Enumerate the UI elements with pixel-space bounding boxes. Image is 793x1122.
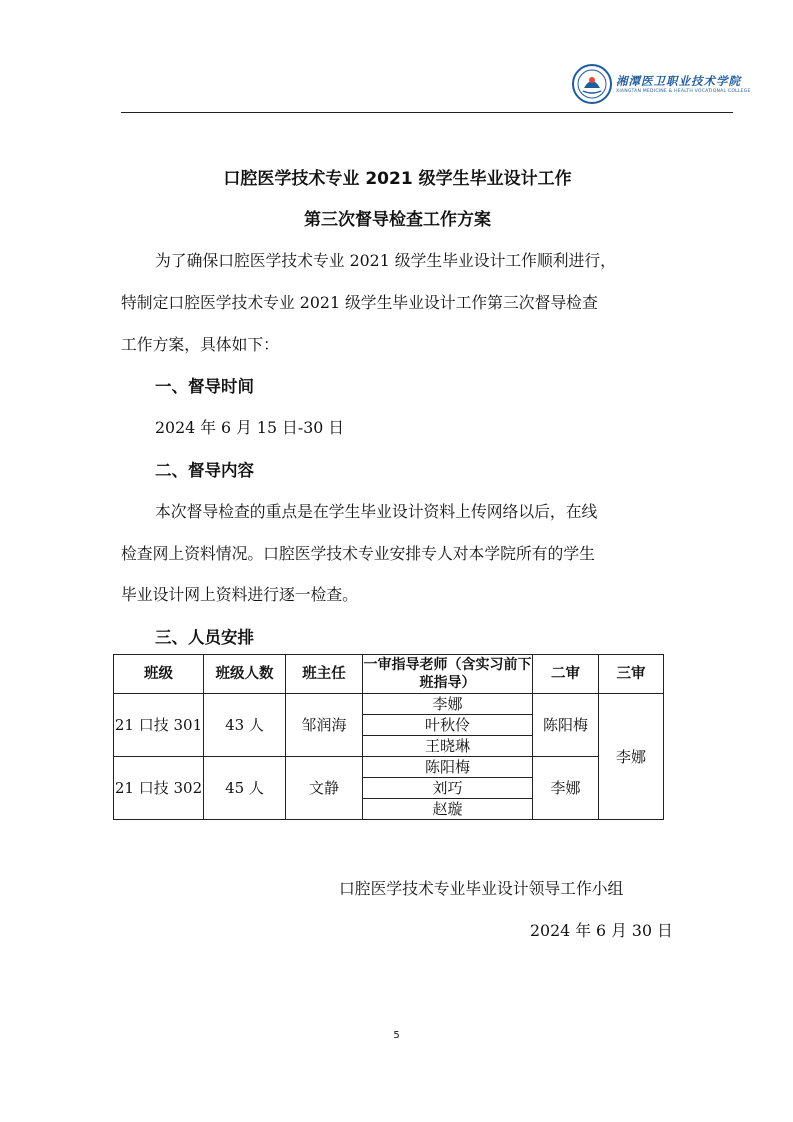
document-title-line2: 第三次督导检查工作方案	[304, 210, 491, 230]
first-reviewer: 赵璇	[363, 799, 533, 820]
school-name: 湘潭医卫职业技术学院	[616, 74, 741, 88]
class-count: 45 人	[204, 757, 286, 820]
signature-line: 口腔医学技术专业毕业设计领导工作小组	[339, 879, 624, 898]
first-reviewer: 叶秋伶	[363, 715, 533, 736]
section3-heading: 三、人员安排	[155, 628, 254, 647]
second-reviewer: 李娜	[533, 757, 599, 820]
class-count: 43 人	[204, 694, 286, 757]
header-teacher: 班主任	[286, 655, 363, 694]
section2-line1: 本次督导检查的重点是在学生毕业设计资料上传网络以后，在线	[155, 502, 598, 521]
intro-line1: 为了确保口腔医学技术专业 2021 级学生毕业设计工作顺利进行，	[155, 251, 616, 270]
class-name: 21 口技 301	[114, 694, 204, 757]
section1-heading: 一、督导时间	[155, 377, 254, 396]
first-reviewer: 刘巧	[363, 778, 533, 799]
second-reviewer: 陈阳梅	[533, 694, 599, 757]
section2-line2: 检查网上资料情况。口腔医学技术专业安排专人对本学院所有的学生	[121, 544, 595, 563]
first-reviewer: 王晓琳	[363, 736, 533, 757]
section1-text: 2024 年 6 月 15 日-30 日	[155, 418, 345, 437]
document-title-line1: 口腔医学技术专业 2021 级学生毕业设计工作	[223, 169, 572, 189]
header-class: 班级	[114, 655, 204, 694]
intro-line3: 工作方案，具体如下：	[121, 335, 279, 354]
table-header-row	[114, 655, 664, 694]
section2-line3: 毕业设计网上资料进行逐一检查。	[121, 585, 358, 604]
signature-date: 2024 年 6 月 30 日	[530, 921, 673, 940]
header-second-review: 二审	[533, 655, 599, 694]
school-name-en: XIANGTAN MEDICINE & HEALTH VOCATIONAL COLLEGE	[616, 89, 751, 94]
school-logo	[572, 64, 751, 106]
table-row	[114, 757, 664, 778]
section2-heading: 二、督导内容	[155, 461, 254, 480]
staff-arrangement-table	[113, 654, 664, 820]
school-emblem-icon	[572, 64, 612, 104]
intro-line2: 特制定口腔医学技术专业 2021 级学生毕业设计工作第三次督导检查	[121, 293, 598, 312]
header-third-review: 三审	[599, 655, 664, 694]
first-reviewer: 陈阳梅	[363, 757, 533, 778]
class-name: 21 口技 302	[114, 757, 204, 820]
header-rule	[121, 112, 733, 113]
class-teacher: 邹润海	[286, 694, 363, 757]
class-teacher: 文静	[286, 757, 363, 820]
header-first-review: 一审指导老师（含实习前下班指导）	[363, 655, 533, 694]
header-count: 班级人数	[204, 655, 286, 694]
first-reviewer: 李娜	[363, 694, 533, 715]
table-row	[114, 694, 664, 715]
page-number: 5	[393, 1030, 400, 1041]
third-reviewer: 李娜	[599, 694, 664, 820]
